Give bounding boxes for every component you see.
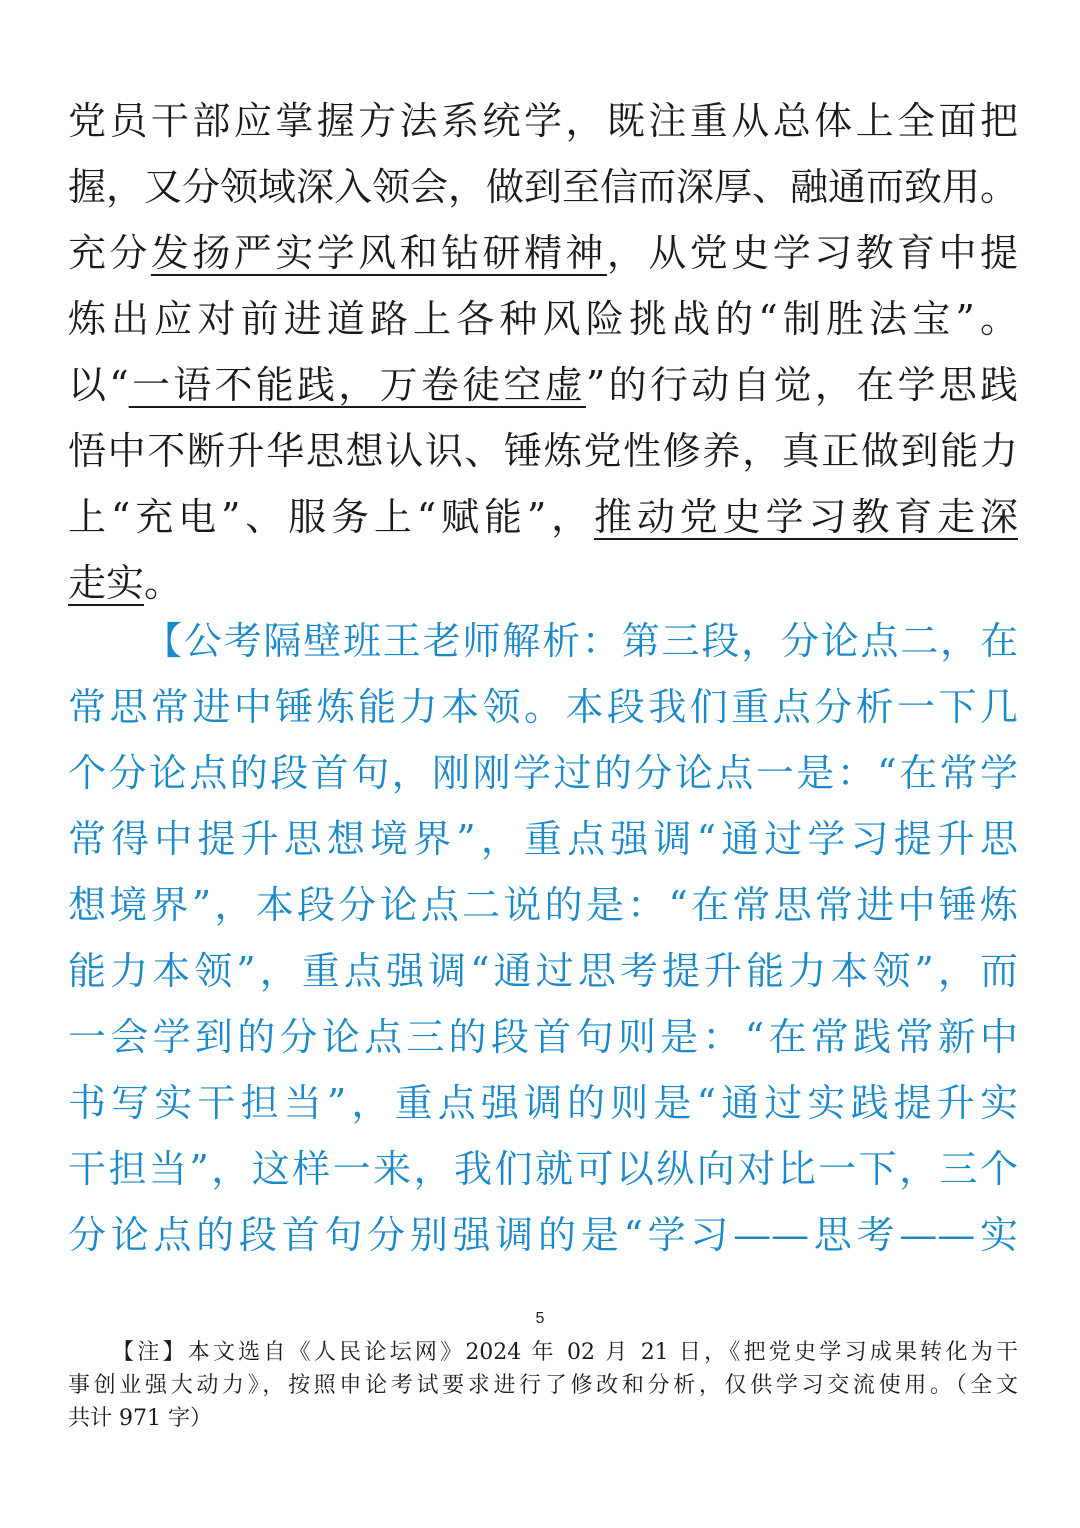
- page-number: 5: [535, 1310, 545, 1327]
- underlined-phrase: 一语不能践，万卷徒空虚: [128, 363, 586, 407]
- text-line: 充分发扬严实学风和钻研精神，从党史学习教育中提: [68, 231, 1018, 275]
- analysis-line: 分论点的段首句分别强调的是“学习——思考——实: [68, 1213, 1018, 1257]
- text-line: 走实。: [68, 561, 183, 605]
- analysis-paragraph: [68, 608, 1018, 1268]
- analysis-line: 个分论点的段首句，刚刚学过的分论点一是：“在常学: [68, 751, 1018, 795]
- text-line: 握，又分领域深入领会，做到至信而深厚、融通而致用。: [68, 165, 1019, 209]
- body-paragraph: [68, 88, 1018, 616]
- analysis-line: 【公考隔壁班王老师解析：第三段，分论点二，在: [144, 619, 1018, 663]
- footnote-line: 事创业强大动力》，按照申论考试要求进行了修改和分析，仅供学习交流使用。（全文: [68, 1373, 1018, 1398]
- footnote: [68, 1336, 1018, 1435]
- footnote-line: 共计 971 字）: [68, 1406, 212, 1431]
- underlined-phrase: 走实: [68, 561, 145, 605]
- analysis-line: 一会学到的分论点三的段首句则是：“在常践常新中: [68, 1015, 1018, 1059]
- analysis-line: 常得中提升思想境界”，重点强调“通过学习提升思: [68, 817, 1018, 861]
- footnote-line: 【注】本文选自《人民论坛网》2024 年 02 月 21 日，《把党史学习成果转化为干: [112, 1340, 1018, 1365]
- analysis-line: 常思常进中锤炼能力本领。本段我们重点分析一下几: [68, 685, 1018, 729]
- analysis-line: 干担当”，这样一来，我们就可以纵向对比一下，三个: [68, 1147, 1018, 1191]
- text-line: 悟中不断升华思想认识、锤炼党性修养，真正做到能力: [68, 429, 1018, 473]
- underlined-phrase: 发扬严实学风和钻研精神: [150, 231, 607, 275]
- text-line: 以“一语不能践，万卷徒空虚”的行动自觉，在学思践: [68, 363, 1018, 407]
- analysis-line: 想境界”，本段分论点二说的是：“在常思常进中锤炼: [68, 883, 1018, 927]
- underlined-phrase: 推动党史学习教育走深: [594, 495, 1018, 539]
- analysis-line: 书写实干担当”，重点强调的则是“通过实践提升实: [68, 1081, 1018, 1125]
- text-line: 炼出应对前进道路上各种风险挑战的“制胜法宝”。: [68, 297, 1018, 341]
- analysis-line: 能力本领”，重点强调“通过思考提升能力本领”，而: [68, 949, 1018, 993]
- text-line: 党员干部应掌握方法系统学，既注重从总体上全面把: [68, 99, 1018, 143]
- text-line: 上“充电”、服务上“赋能”，推动党史学习教育走深: [68, 495, 1018, 539]
